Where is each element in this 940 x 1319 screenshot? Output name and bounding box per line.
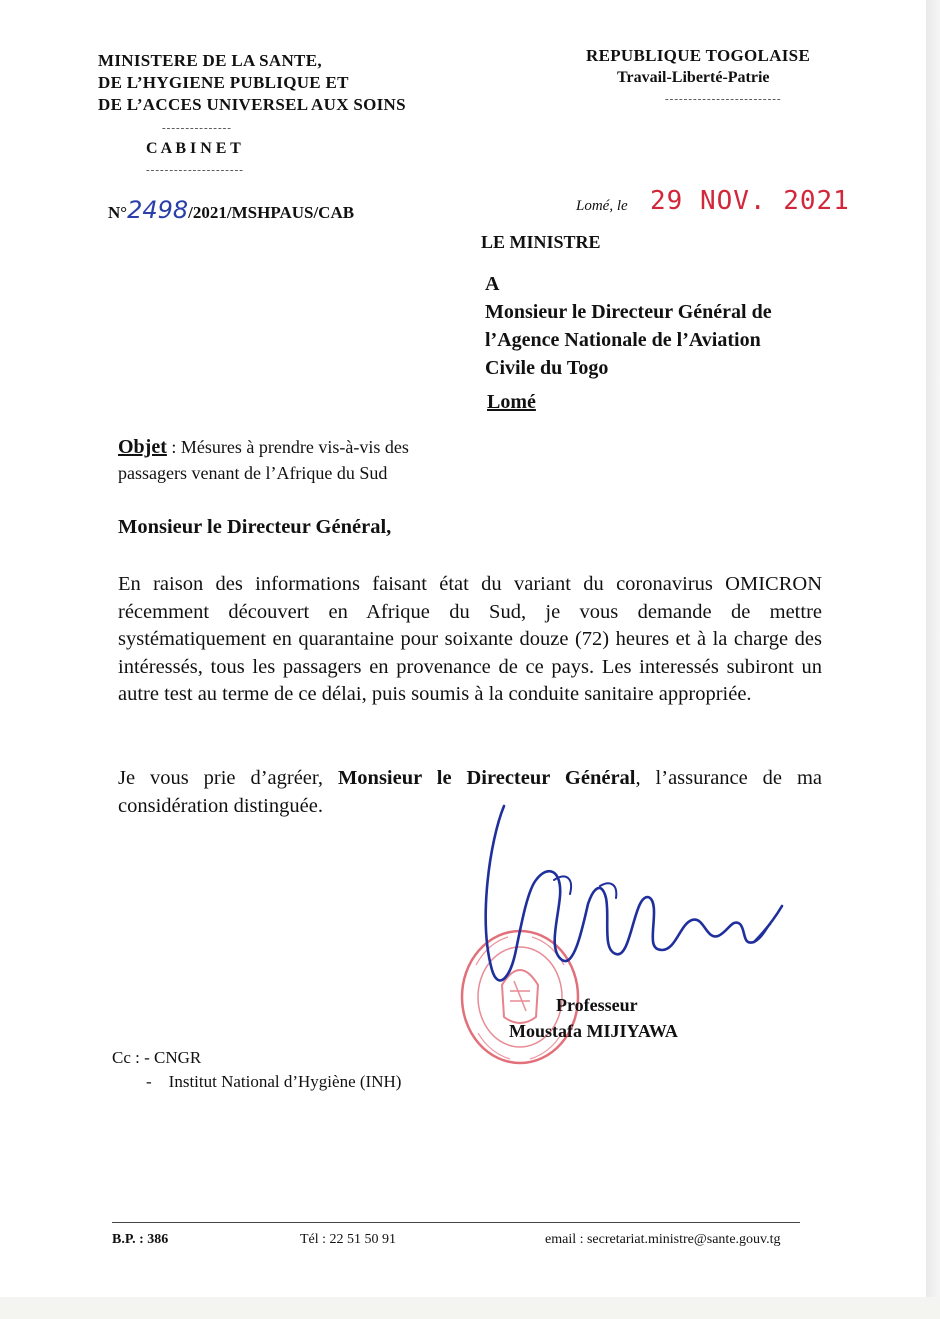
objet-line-1: : Mésures à prendre vis-à-vis des [166, 437, 409, 457]
footer-email: email : secretariat.ministre@sante.gouv.tg [545, 1232, 781, 1247]
objet-line-2: passagers venant de l’Afrique du Sud [118, 463, 388, 483]
closing-part-2: Monsieur le Directeur Général [337, 767, 636, 789]
republic-title: REPUBLIQUE TOGOLAISE [586, 46, 811, 65]
national-motto: Travail-Liberté-Patrie [617, 69, 770, 86]
ministry-line-3: DE L’ACCES UNIVERSEL AUX SOINS [98, 95, 406, 114]
signatory-name: Moustafa MIJIYAWA [509, 1021, 678, 1041]
reference-suffix: /2021/MSHPAUS/CAB [188, 203, 355, 222]
reference-prefix: N° [108, 203, 128, 222]
footer-phone: Tél : 22 51 50 91 [300, 1232, 397, 1247]
objet-label: Objet [118, 436, 167, 458]
recipient-line-3: Civile du Togo [485, 357, 609, 379]
footer-po-box: B.P. : 386 [112, 1232, 169, 1247]
signatory-title: Professeur [556, 995, 638, 1015]
recipient-a: A [485, 273, 500, 295]
ministry-line-1: MINISTERE DE LA SANTE, [98, 51, 322, 70]
header-separator: --------------- [162, 122, 232, 134]
cc-line-1: Cc : - CNGR [112, 1048, 202, 1067]
cabinet-label: C A B I N E T [146, 140, 241, 157]
cabinet-separator: --------------------- [146, 164, 244, 176]
republic-separator: ------------------------- [665, 93, 782, 105]
body-paragraph: En raison des informations faisant état du variant du coronavirus OMICRON récemment découvert en Afrique du Sud, je vous demande de mettre systématiquement en quarantaine pour soixante douze (72) heures et à la charge des intéressés, tous les passagers en provenance de ce pays. Les interessés subiront un autre test au terme de ce délai, puis soumis à la conduite sanitaire appropriée. [118, 573, 822, 705]
salutation: Monsieur le Directeur Général, [118, 516, 392, 538]
recipient-line-1: Monsieur le Directeur Général de [485, 301, 772, 323]
ministry-line-2: DE L’HYGIENE PUBLIQUE ET [98, 73, 349, 92]
objet-block [118, 434, 409, 486]
date-stamp: 29 NOV. 2021 [650, 186, 850, 216]
ministry-header [98, 50, 406, 116]
recipient-line-2: l’Agence Nationale de l’Aviation [485, 329, 761, 351]
closing-part-3: , l’assurance de ma considération distinguée. [118, 767, 822, 817]
reference-number [108, 196, 354, 224]
recipient-city: Lomé [487, 391, 536, 413]
footer-rule [112, 1222, 800, 1223]
recipient-block [485, 270, 772, 382]
cc-line-2: - Institut National d’Hygiène (INH) [146, 1072, 402, 1091]
reference-handwritten-number: 2498 [127, 196, 189, 224]
date-place: Lomé, le [576, 198, 628, 214]
handwritten-signature-icon [470, 800, 800, 1000]
page-bottom-shade [0, 1297, 940, 1319]
closing-part-1: Je vous prie d’agréer, [118, 767, 338, 789]
page-edge [926, 0, 940, 1319]
sender-title: LE MINISTRE [481, 232, 601, 252]
